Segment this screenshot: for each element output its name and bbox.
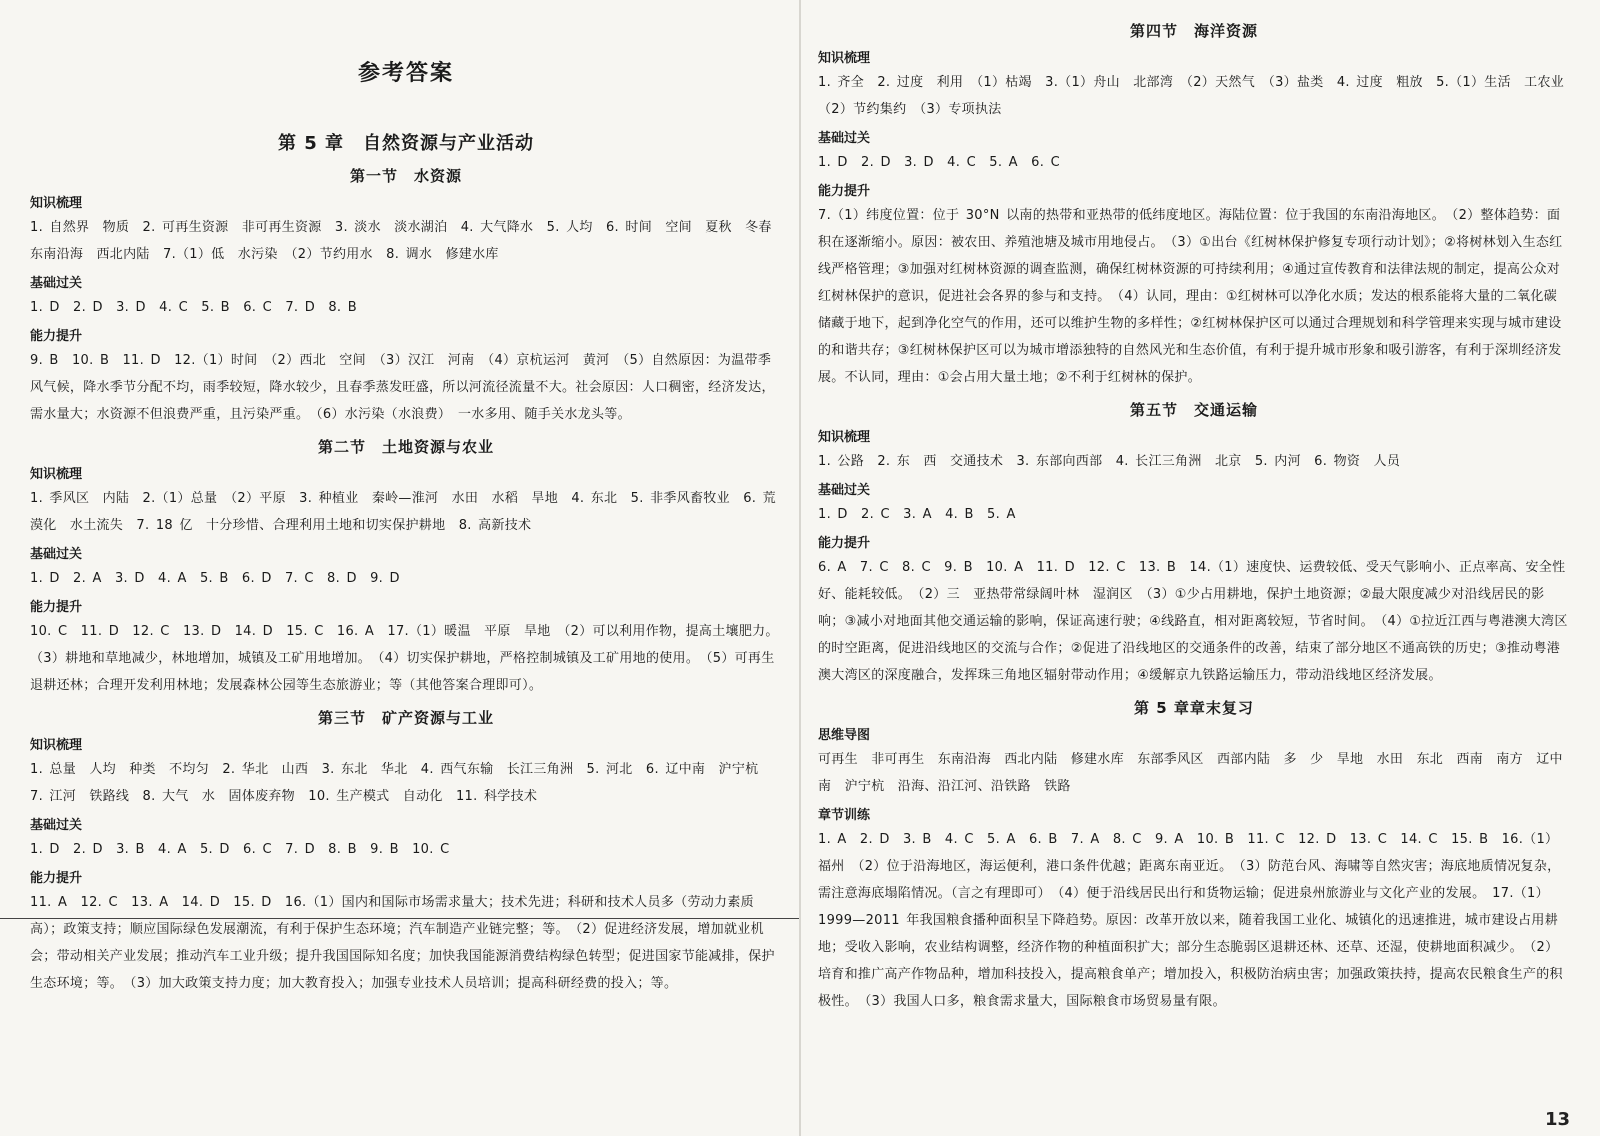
section-mineral xyxy=(30,707,782,997)
block-label: 基础过关 xyxy=(30,818,83,833)
block-label: 章节训练 xyxy=(818,808,871,823)
block-text: 10. C 11. D 12. C 13. D 14. D 15. C 16. A 17.（1）暖温 平原 旱地 （2）可以利用作物，提高土壤肥力。 （3）耕地和草地减少，林地增加，城镇及工矿用地增加。 （4）切实保护耕地，严格控制城镇及工矿用地的使用。 （5）可再生 退耕还林；合理开发利用林地；发展森林公园等生态旅游业；等（其他答案合理即可）。 xyxy=(30,624,788,693)
block-label: 能力提升 xyxy=(30,600,83,615)
right-page xyxy=(800,0,1600,1136)
block-label: 知识梳理 xyxy=(818,51,871,66)
block-label: 能力提升 xyxy=(818,536,871,551)
block-label: 能力提升 xyxy=(818,184,871,199)
block-text: 可再生 非可再生 东南沿海 西北内陆 修建水库 东部季风区 西部内陆 多 少 旱地 水田 东北 西南 南方 辽中南 沪宁杭 沿海、沿江河、沿铁路 铁路 xyxy=(818,752,1563,794)
section-transport xyxy=(818,399,1570,689)
block-label: 基础过关 xyxy=(818,131,871,146)
block-text: 6. A 7. C 8. C 9. B 10. A 11. D 12. C 13. B 14.（1）速度快、运费较低、受天气影响小、正点率高、安全性好、能耗较低。 （2）三 亚热带常绿阔叶林 湿润区 （3）①少占用耕地，保护土地资源；②最大限度减少对沿线居民的影响；③减小对地面其他交通运输的影响，保证高速行驶；④线路直，相对距离较短，节省时间。 （4）①拉近江西与粤港澳大湾区的时空距离，促进沿线地区的交流与合作；②促进了沿线地区的交通条件的改善，结束了部分地区不通高铁的历史；③推动粤港澳大湾区的深度融合，发挥珠三角地区辐射带动作用；④缓解京九铁路运输压力，带动沿线地区经济发展。 xyxy=(818,560,1568,683)
section-title: 第五节 交通运输 xyxy=(1129,401,1258,419)
block-text: 1. 季风区 内陆 2.（1）总量 （2）平原 3. 种植业 秦岭—淮河 水田 水稻 旱地 4. 东北 5. 非季风畜牧业 6. 荒漠化 水土流失 7. 18 亿 十分珍惜、合理利用土地和切实保护耕地 8. 高新技术 xyxy=(30,491,776,533)
block-text: 1. 齐全 2. 过度 利用 （1）枯竭 3.（1）舟山 北部湾 （2）天然气 （3）盐类 4. 过度 粗放 5.（1）生活 工农业 （2）节约集约 （3）专项执法 xyxy=(818,75,1578,117)
page-rule xyxy=(0,918,800,919)
block-label: 知识梳理 xyxy=(818,430,871,445)
section-chapter-review xyxy=(818,697,1570,1015)
block-label: 能力提升 xyxy=(30,329,83,344)
block-text: 1. D 2. D 3. B 4. A 5. D 6. C 7. D 8. B 9. B 10. C xyxy=(30,842,450,857)
page-number: 13 xyxy=(1544,1109,1570,1130)
section-title: 第四节 海洋资源 xyxy=(1129,22,1258,40)
block-label: 能力提升 xyxy=(30,871,83,886)
block-text: 1. 公路 2. 东 西 交通技术 3. 东部向西部 4. 长江三角洲 北京 5. 内河 6. 物资 人员 xyxy=(818,454,1401,469)
block-text: 11. A 12. C 13. A 14. D 15. D 16.（1）国内和国际市场需求量大；技术先进；科研和技术人员多（劳动力素质高）；政策支持；顺应国际绿色发展潮流，有利于保护生态环境；汽车制造产业链完整；等。 （2）促进经济发展，增加就业机会；带动相关产业发展；推动汽车工业升级；提升我国国际知名度；加快我国能源消费结构绿色转型；促进国家节能减排，保护生态环境；等。 （3）加大政策支持力度；加大教育投入；加强专业技术人员培训；提高科研经费的投入；等。 xyxy=(30,895,775,991)
block-label: 基础过关 xyxy=(818,483,871,498)
chapter-title: 第 5 章 自然资源与产业活动 xyxy=(277,133,535,154)
page-title: 参考答案 xyxy=(357,60,454,86)
block-label: 思维导图 xyxy=(818,728,871,743)
block-text: 1. 总量 人均 种类 不均匀 2. 华北 山西 3. 东北 华北 4. 西气东输 长江三角洲 5. 河北 6. 辽中南 沪宁杭 7. 江河 铁路线 8. 大气 水 固体废弃物 10. 生产模式 自动化 11. 科学技术 xyxy=(30,762,772,804)
section-title: 第二节 土地资源与农业 xyxy=(317,438,494,456)
block-text: 1. D 2. D 3. D 4. C 5. B 6. C 7. D 8. B xyxy=(30,300,358,315)
block-text: 1. D 2. A 3. D 4. A 5. B 6. D 7. C 8. D 9. D xyxy=(30,571,400,586)
section-title: 第一节 水资源 xyxy=(349,167,462,185)
section-ocean xyxy=(818,20,1578,391)
block-label: 基础过关 xyxy=(30,276,83,291)
block-text: 1. A 2. D 3. B 4. C 5. A 6. B 7. A 8. C 9. A 10. B 11. C 12. D 13. C 14. C 15. B 16.（1）福州 （2）位于沿海地区，海运便利，港口条件优越；距离东南亚近。 （3）防范台风、海啸等自然灾害；海底地质情况复杂，需注意海底塌陷情况。（言之有理即可） （4）便于沿线居民出行和货物运输；促进泉州旅游业与文化产业的发展。 17.（1）1999—2011 年我国粮食播种面积呈下降趋势。原因：改革开放以来，随着我国工业化、城镇化的迅速推进，城市建设占用耕地；受收入影响，农业结构调整，经济作物的种植面积扩大；部分生态脆弱区退耕还林、还草、还湿，使耕地面积减少。 （2）培育和推广高产作物品种，增加科技投入，提高粮食单产；增加投入，积极防治病虫害；加强政策扶持，提高农民粮食生产的积极性。 （3）我国人口多，粮食需求量大，国际粮食市场贸易量有限。 xyxy=(818,832,1563,1009)
block-label: 基础过关 xyxy=(30,547,83,562)
block-label: 知识梳理 xyxy=(30,196,83,211)
section-title: 第三节 矿产资源与工业 xyxy=(317,709,494,727)
block-text: 1. D 2. D 3. D 4. C 5. A 6. C xyxy=(818,155,1060,170)
block-text: 9. B 10. B 11. D 12.（1）时间 （2）西北 空间 （3）汉江 河南 （4）京杭运河 黄河 （5）自然原因：为温带季风气候，降水季节分配不均，雨季较短，降水较少，且春季蒸发旺盛，所以河流径流量不大。社会原因：人口稠密，经济发达，需水量大；水资源不但浪费严重，且污染严重。 （6）水污染（水浪费） 一水多用、随手关水龙头等。 xyxy=(30,353,775,422)
block-text: 1. 自然界 物质 2. 可再生资源 非可再生资源 3. 淡水 淡水湖泊 4. 大气降水 5. 人均 6. 时间 空间 夏秋 冬春 东南沿海 西北内陆 7.（1）低 水污染 （2）节约用水 8. 调水 修建水库 xyxy=(30,220,786,262)
section-land xyxy=(30,436,788,699)
block-label: 知识梳理 xyxy=(30,467,83,482)
section-title: 第 5 章章末复习 xyxy=(1134,699,1254,717)
block-text: 1. D 2. C 3. A 4. B 5. A xyxy=(818,507,1016,522)
block-label: 知识梳理 xyxy=(30,738,83,753)
block-text: 7.（1）纬度位置：位于 30°N 以南的热带和亚热带的低纬度地区。海陆位置：位于我国的东南沿海地区。 （2）整体趋势：面积在逐渐缩小。原因：被农田、养殖池塘及城市用地侵占。 （3）①出台《红树林保护修复专项行动计划》；②将树林划入生态红线严格管理；③加强对红树林资源的调查监测，确保红树林资源的可持续利用；④通过宣传教育和法律法规的制定，提高公众对红树林保护的意识，促进社会各界的参与和支持。 （4）认同，理由：①红树林可以净化水质；发达的根系能将大量的二氧化碳储藏于地下，起到净化空气的作用，还可以维护生物的多样性；②红树林保护区可以通过合理规划和科学管理来实现与城市建设的和谐共存；③红树林保护区可以为城市增添独特的自然风光和生态价值，有利于提升城市形象和吸引游客，有利于深圳经济发展。不认同，理由：①会占用大量土地；②不利于红树林的保护。 xyxy=(818,208,1563,385)
section-water xyxy=(30,165,786,428)
